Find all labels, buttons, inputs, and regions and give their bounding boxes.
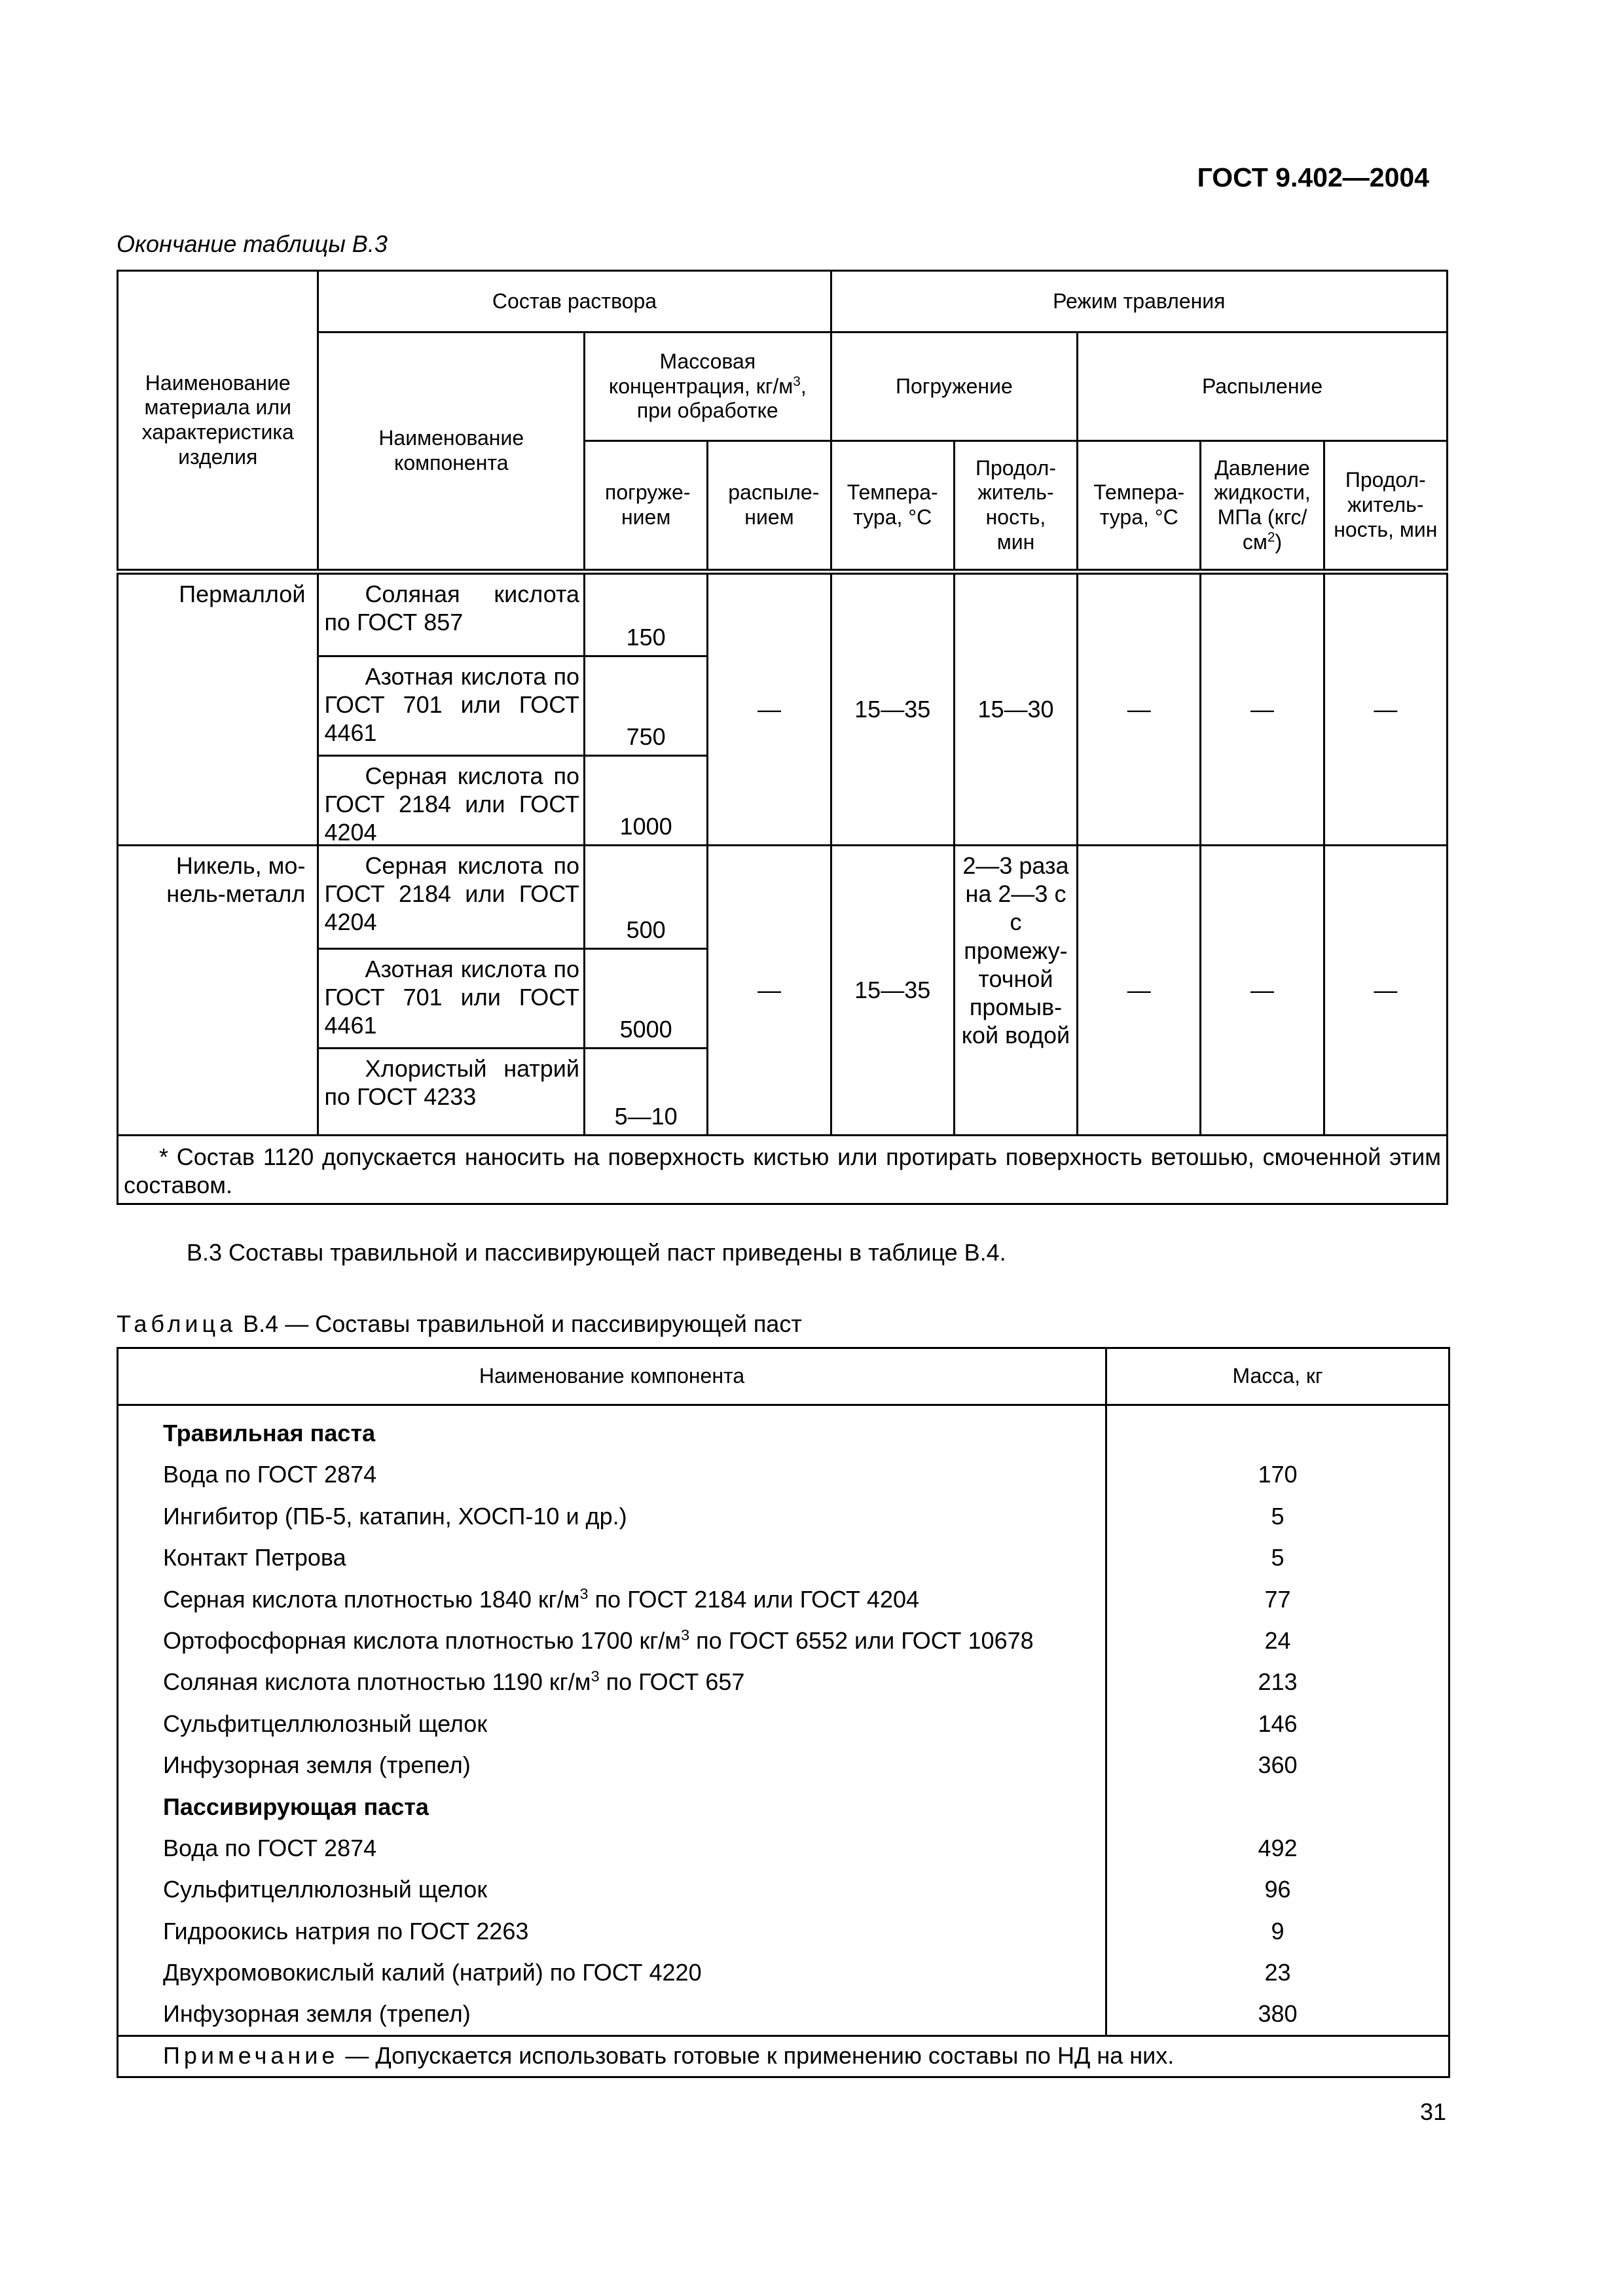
document-code: ГОСТ 9.402—2004	[1197, 162, 1429, 192]
spray-temperature-cell: —	[1078, 572, 1201, 846]
header-component-name: Наименование компонента	[318, 332, 585, 572]
mass-value: 77	[1264, 1585, 1291, 1613]
concentration-value: 5000	[585, 948, 706, 1047]
mass-value: 9	[1271, 1917, 1285, 1945]
mass-value: 146	[1258, 1710, 1298, 1737]
table-row	[118, 846, 1448, 1136]
component-name: Азотная кислота по ГОСТ 701 или ГОСТ 4461	[319, 655, 583, 755]
concentration-value: 1000	[585, 755, 706, 844]
list-item: Вода по ГОСТ 2874	[163, 1461, 377, 1488]
spray-pressure-cell: —	[1201, 572, 1324, 846]
header-spraying: Распыление	[1078, 332, 1448, 441]
concentration-value: 750	[585, 655, 706, 755]
concentration-value: 5—10	[585, 1047, 706, 1134]
concentration-spraying-cell: —	[708, 572, 831, 846]
concentration-immersion-cell	[585, 572, 708, 846]
table-note: Примечание — Допускается использовать готовые к применению составы по НД на них.	[118, 2036, 1450, 2077]
spray-duration-cell: —	[1324, 572, 1447, 846]
list-item: Контакт Петрова	[163, 1544, 346, 1571]
table-continuation-caption: Окончание таблицы В.3	[117, 230, 388, 257]
concentration-immersion-cell	[585, 846, 708, 1136]
components-cell	[318, 846, 585, 1136]
list-item: Соляная кислота плотностью 1190 $кг/м^3$ по ГОСТ 657	[163, 1668, 745, 1696]
mass-value: 360	[1258, 1751, 1298, 1779]
header-temperature-spray: Темпера-тура, °С	[1078, 441, 1201, 572]
mass-value: 5	[1271, 1544, 1285, 1571]
mass-value: 24	[1264, 1626, 1291, 1654]
list-item: Двухромовокислый калий (натрий) по ГОСТ 4220	[163, 1959, 702, 1986]
spray-pressure-cell: —	[1201, 846, 1324, 1136]
material-cell: Пермаллой	[118, 572, 318, 846]
table-row	[118, 572, 1448, 846]
list-item: Ингибитор (ПБ-5, катапин, ХОСП-10 и др.)	[163, 1502, 627, 1530]
table-b3	[117, 270, 1448, 1205]
section-title: Травильная паста	[163, 1420, 376, 1446]
concentration-value: 500	[626, 916, 666, 943]
component-name: Серная кислота по ГОСТ 2184 или ГОСТ 4204	[319, 755, 583, 844]
components-cell	[318, 572, 585, 846]
list-item: Серная кислота плотностью 1840 $кг/м^3$ по ГОСТ 2184 или ГОСТ 4204	[163, 1585, 920, 1613]
header-mass: Масса, кг	[1106, 1348, 1450, 1405]
components-column	[118, 1405, 1106, 2036]
header-by-immersion: погруже-нием	[585, 441, 708, 572]
list-item: Сульфитцеллюлозный щелок	[163, 1710, 488, 1737]
section-title: Пассивирующая паста	[163, 1793, 429, 1820]
immersion-duration-cell: 15—30	[954, 572, 1077, 846]
list-item: Инфузорная земля (трепел)	[163, 1751, 471, 1779]
list-item: Сульфитцеллюлозный щелок	[163, 1876, 488, 1903]
mass-column	[1106, 1405, 1450, 2036]
mass-value: 380	[1258, 2000, 1298, 2028]
list-item: Вода по ГОСТ 2874	[163, 1834, 377, 1861]
header-component-name: Наименование компонента	[118, 1348, 1106, 1405]
concentration-value: 150	[626, 623, 666, 651]
component-name: Хлористый натрий по ГОСТ 4233	[319, 1047, 583, 1134]
header-duration-spray: Продол-житель-ность, мин	[1324, 441, 1447, 572]
paragraph-b3: В.3 Составы травильной и пассивирующей паст приведены в таблице В.4.	[187, 1239, 1006, 1266]
list-item: Ортофосфорная кислота плотностью 1700 $кг/м^3$ по ГОСТ 6552 или ГОСТ 10678	[163, 1626, 1034, 1654]
header-temperature: Темпера-тура, °С	[831, 441, 954, 572]
mass-value: 96	[1264, 1876, 1291, 1903]
spray-temperature-cell: —	[1078, 846, 1201, 1136]
component-name: Серная кислота по ГОСТ 2184 или ГОСТ 4204	[324, 852, 580, 936]
header-duration: Продол-житель-ность, мин	[954, 441, 1077, 572]
header-immersion: Погружение	[831, 332, 1078, 441]
mass-value: 213	[1258, 1668, 1298, 1696]
table-b4	[117, 1347, 1450, 2078]
immersion-duration-cell: 2—3 раза на 2—3 с с промежу-точной промыв-кой водой	[954, 846, 1077, 1136]
immersion-temperature-cell: 15—35	[831, 572, 954, 846]
spray-duration-cell: —	[1324, 846, 1447, 1136]
page-number: 31	[1419, 2098, 1446, 2125]
table-b4-caption: Таблица В.4 — Составы травильной и пассивирующей паст	[117, 1310, 802, 1337]
immersion-temperature-cell: 15—35	[831, 846, 954, 1136]
concentration-spraying-cell: —	[708, 846, 831, 1136]
header-by-spraying: распыле-нием	[708, 441, 831, 572]
table-footnote: * Состав 1120 допускается наносить на поверхность кистью или протирать поверхность ветошью, смоченной этим составом.	[118, 1136, 1448, 1204]
mass-value: 5	[1271, 1502, 1285, 1530]
list-item: Гидроокись натрия по ГОСТ 2263	[163, 1917, 529, 1945]
header-etching-mode: Режим травления	[831, 271, 1447, 332]
header-material: Наименование материала или характеристика изделия	[118, 271, 318, 572]
mass-value: 170	[1258, 1461, 1298, 1488]
header-pressure: Давление жидкости, МПа $(кгс/см^2)$	[1201, 441, 1324, 572]
header-solution-composition: Состав раствора	[318, 271, 831, 332]
component-name: Соляная кислота по ГОСТ 857	[324, 581, 580, 636]
header-mass-concentration: Массовая концентрация, $кг/м^3$, при обработке	[585, 332, 831, 441]
material-cell: Никель, мо-нель-металл	[118, 846, 318, 1136]
component-name: Азотная кислота по ГОСТ 701 или ГОСТ 4461	[319, 948, 583, 1047]
mass-value: 492	[1258, 1834, 1298, 1861]
mass-value: 23	[1264, 1959, 1291, 1986]
list-item: Инфузорная земля (трепел)	[163, 2000, 471, 2028]
